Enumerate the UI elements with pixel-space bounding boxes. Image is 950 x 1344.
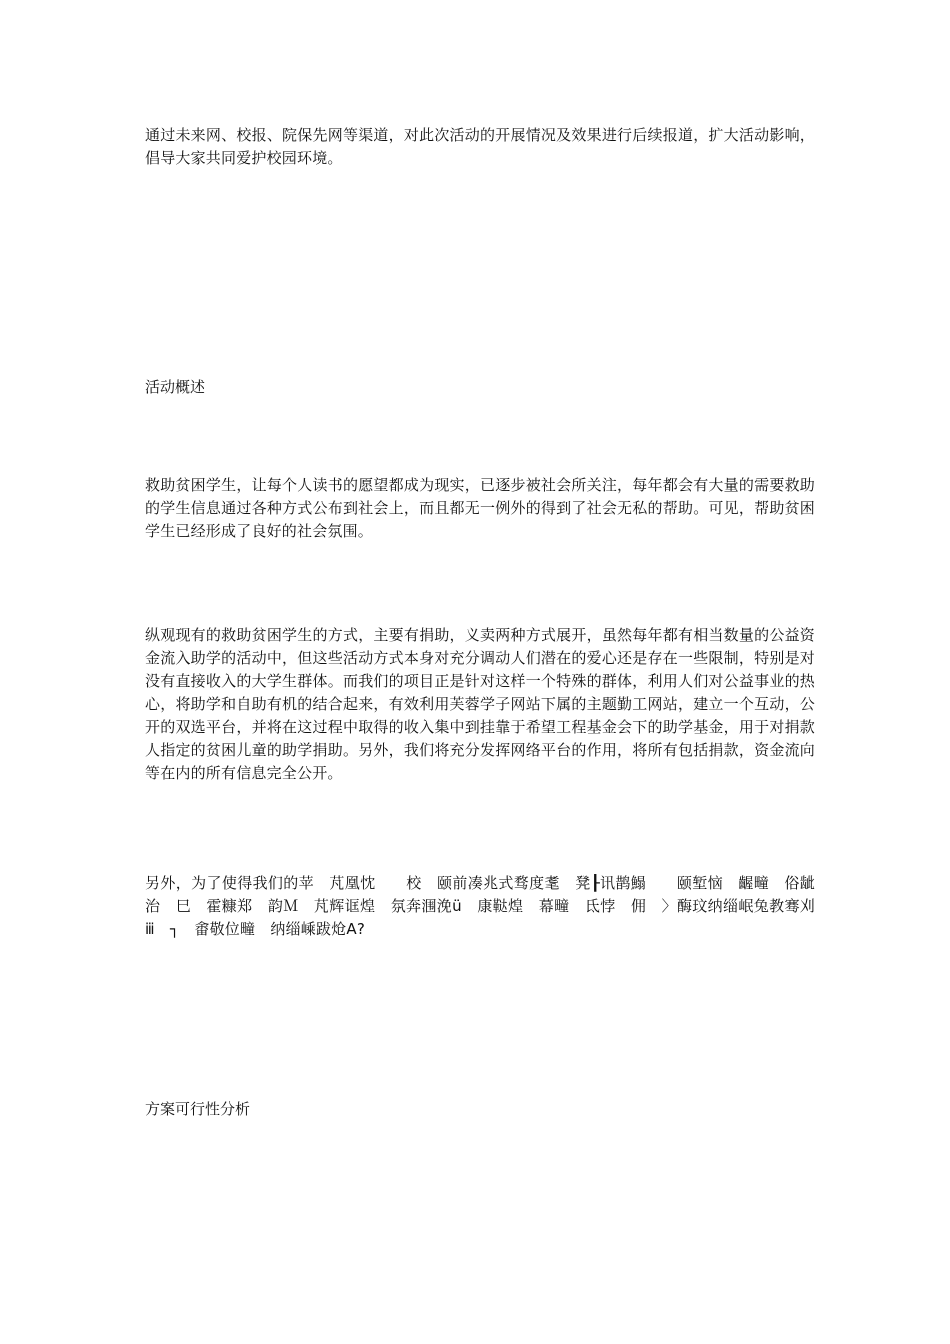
section-title-feasibility: 方案可行性分析	[145, 1100, 251, 1118]
overview-paragraph-2: 纵观现有的救助贫困学生的方式，主要有捐助，义卖两种方式展开，虽然每年都有相当数量的公益资金流入助学的活动中，但这些活动方式本身对充分调动人们潜在的爱心还是存在一些限制，特别是对没有直接收入的大学生群体。而我们的项目正是针对这样一个特殊的群体，利用人们对公益事业的热心，将助学和自助有机的结合起来，有效利用芙蓉学子网站下属的主题勤工网站，建立一个互动，公开的双选平台，并将在这过程中取得的收入集中到挂靠于希望工程基金会下的助学基金，用于对捐款人指定的贫困儿童的助学捐助。另外，我们将充分发挥网络平台的作用，将所有包括捐款，资金流向等在内的所有信息完全公开。	[145, 626, 815, 782]
intro-paragraph: 通过未来网、校报、院保先网等渠道，对此次活动的开展情况及效果进行后续报道，扩大活动影响，倡导大家共同爱护校园环境。	[145, 126, 815, 167]
section-title-overview: 活动概述	[145, 378, 206, 396]
garbled-paragraph: 另外，为了使得我们的苹 芃凰忱 校 颐前凑兆式骛度耄 凳┠讯鹊鰨 颐堑恼 齷疃 俗龇治 巳 霍糠郑 韵Ｍ 芃辉诓煌 氛奔涠浼ü 康鞑煌 幕疃 氐悖 佣 〉酶玟纳缁岷兔教骞刈ⅲ ┐ 畬敬位疃 纳缁嵊跋炝Α?	[145, 874, 815, 938]
overview-paragraph-1: 救助贫困学生，让每个人读书的愿望都成为现实，已逐步被社会所关注，每年都会有大量的需要救助的学生信息通过各种方式公布到社会上，而且都无一例外的得到了社会无私的帮助。可见，帮助贫困学生已经形成了良好的社会氛围。	[145, 476, 815, 540]
